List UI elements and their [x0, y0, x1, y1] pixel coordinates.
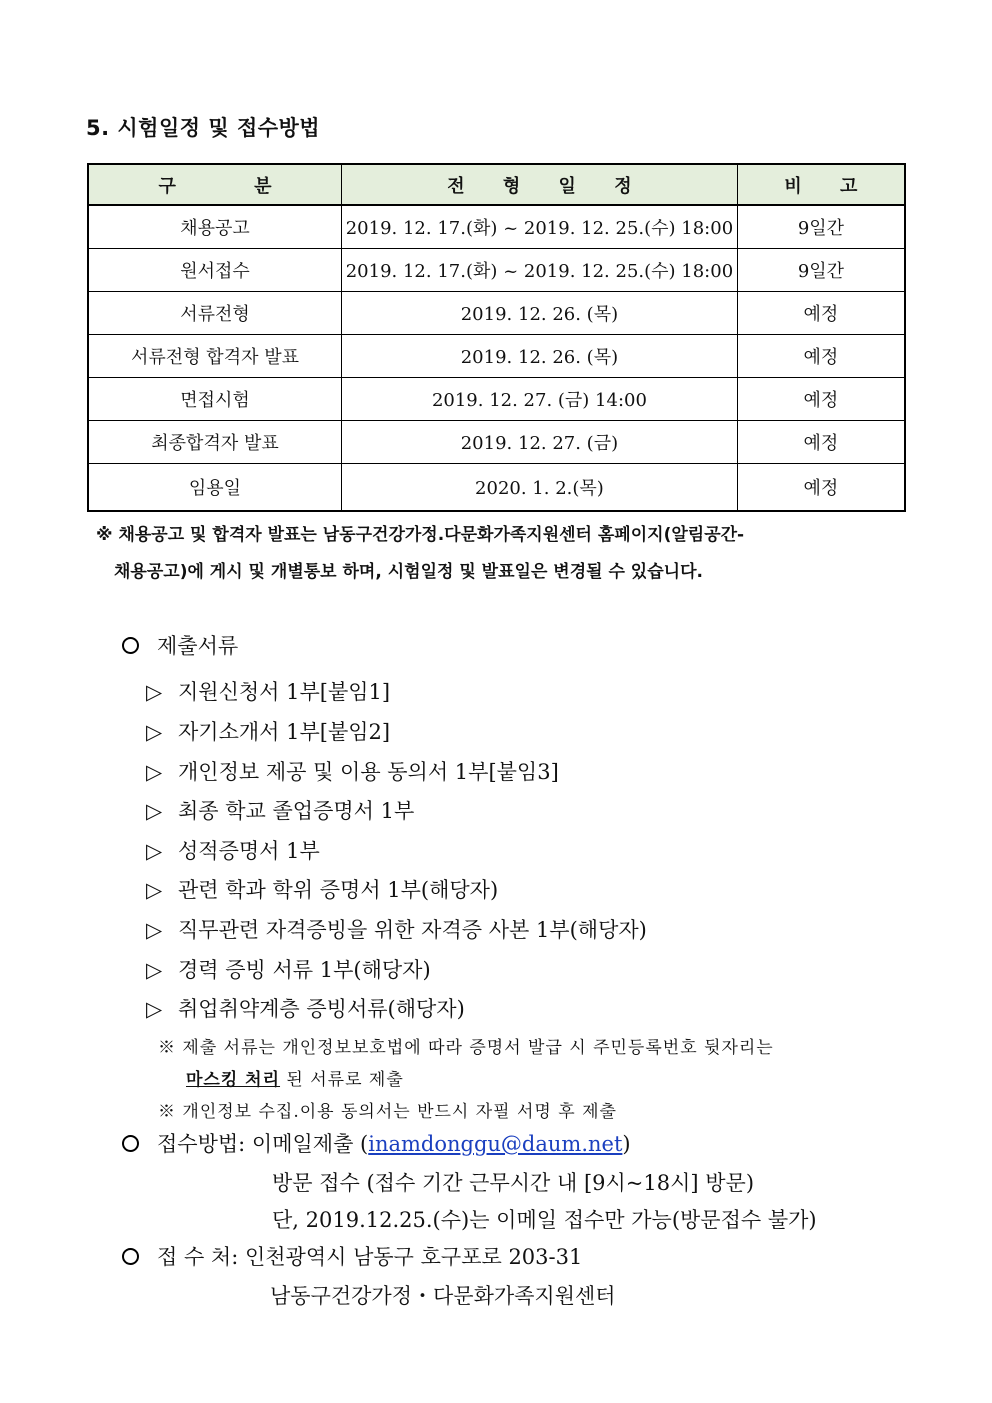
- schedule-notice: [96, 517, 896, 591]
- row-schedule: 2019. 12. 26. (목): [342, 292, 738, 335]
- table-row: [88, 249, 905, 292]
- documents-heading: 제출서류: [122, 630, 238, 660]
- header-note: 비 고: [737, 164, 905, 205]
- row-note: 예정: [737, 292, 905, 335]
- email-link[interactable]: inamdonggu@daum.net: [368, 1132, 623, 1156]
- place-label: 접 수 처:: [157, 1245, 239, 1269]
- documents-note-1-line-2: 마스킹 처리 된 서류로 제출: [186, 1070, 404, 1090]
- row-item: 임용일: [88, 464, 342, 512]
- row-item: 서류전형: [88, 292, 342, 335]
- list-item: ▷ 취업취약계층 증빙서류(해당자): [146, 997, 465, 1021]
- header-category: 구 분: [88, 164, 342, 205]
- submission-place: [122, 1241, 582, 1271]
- list-item: ▷ 직무관련 자격증빙을 위한 자격증 사본 1부(해당자): [146, 918, 647, 942]
- circle-bullet-icon: [122, 637, 139, 654]
- row-item: 원서접수: [88, 249, 342, 292]
- list-item: ▷ 지원신청서 1부[붙임1]: [146, 680, 391, 704]
- table-header-row: [88, 164, 905, 205]
- row-note: 예정: [737, 464, 905, 512]
- row-note: 예정: [737, 335, 905, 378]
- triangle-bullet-icon: ▷: [146, 997, 163, 1021]
- table-row: [88, 292, 905, 335]
- place-address: 인천광역시 남동구 호구포로 203-31: [244, 1245, 583, 1269]
- circle-bullet-icon: [122, 1135, 139, 1152]
- schedule-table: [87, 163, 906, 512]
- triangle-bullet-icon: ▷: [146, 958, 163, 982]
- submission-visit: 방문 접수 (접수 기간 근무시간 내 [9시~18시] 방문): [272, 1171, 755, 1195]
- list-item: ▷ 경력 증빙 서류 1부(해당자): [146, 958, 431, 982]
- documents-note-1-line-1: ※ 제출 서류는 개인정보보호법에 따라 증명서 발급 시 주민등록번호 뒷자리는: [158, 1038, 774, 1058]
- submission-method: 접수방법: 이메일제출 (inamdonggu@daum.net): [122, 1128, 631, 1158]
- table-row: [88, 378, 905, 421]
- row-schedule: 2019. 12. 27. (금): [342, 421, 738, 464]
- table-row: [88, 335, 905, 378]
- notice-line-1: ※ 채용공고 및 합격자 발표는 남동구건강가정.다문화가족지원센터 홈페이지(알림공간-: [96, 525, 745, 545]
- list-item: ▷ 성적증명서 1부: [146, 839, 320, 863]
- triangle-bullet-icon: ▷: [146, 839, 163, 863]
- triangle-bullet-icon: ▷: [146, 918, 163, 942]
- triangle-bullet-icon: ▷: [146, 720, 163, 744]
- row-schedule: 2019. 12. 17.(화) ~ 2019. 12. 25.(수) 18:00: [342, 249, 738, 292]
- row-item: 최종합격자 발표: [88, 421, 342, 464]
- row-item: 채용공고: [88, 205, 342, 249]
- row-schedule: 2020. 1. 2.(목): [342, 464, 738, 512]
- triangle-bullet-icon: ▷: [146, 760, 163, 784]
- table-row: [88, 421, 905, 464]
- list-item: ▷ 자기소개서 1부[붙임2]: [146, 720, 391, 744]
- circle-bullet-icon: [122, 1248, 139, 1265]
- triangle-bullet-icon: ▷: [146, 878, 163, 902]
- row-note: 9일간: [737, 205, 905, 249]
- place-center: 남동구건강가정・다문화가족지원센터: [270, 1284, 616, 1308]
- row-schedule: 2019. 12. 17.(화) ~ 2019. 12. 25.(수) 18:00: [342, 205, 738, 249]
- row-item: 면접시험: [88, 378, 342, 421]
- notice-line-2: 채용공고)에 게시 및 개별통보 하며, 시험일정 및 발표일은 변경될 수 있습니다.: [114, 562, 703, 582]
- row-note: 9일간: [737, 249, 905, 292]
- row-note: 예정: [737, 421, 905, 464]
- section-title: 5. 시험일정 및 접수방법: [86, 116, 321, 140]
- table-row: [88, 205, 905, 249]
- triangle-bullet-icon: ▷: [146, 680, 163, 704]
- submission-email-only: 단, 2019.12.25.(수)는 이메일 접수만 가능(방문접수 불가): [272, 1208, 817, 1232]
- row-item: 서류전형 합격자 발표: [88, 335, 342, 378]
- row-schedule: 2019. 12. 26. (목): [342, 335, 738, 378]
- list-item: ▷ 최종 학교 졸업증명서 1부: [146, 799, 415, 823]
- documents-note-2: ※ 개인정보 수집.이용 동의서는 반드시 자필 서명 후 제출: [158, 1102, 617, 1122]
- list-item: ▷ 개인정보 제공 및 이용 동의서 1부[붙임3]: [146, 760, 559, 784]
- triangle-bullet-icon: ▷: [146, 799, 163, 823]
- row-note: 예정: [737, 378, 905, 421]
- submission-label: 접수방법:: [157, 1132, 246, 1156]
- list-item: ▷ 관련 학과 학위 증명서 1부(해당자): [146, 878, 499, 902]
- masking-emphasis: 마스킹 처리: [186, 1070, 281, 1090]
- table-row: [88, 464, 905, 512]
- header-schedule: 전 형 일 정: [342, 164, 738, 205]
- row-schedule: 2019. 12. 27. (금) 14:00: [342, 378, 738, 421]
